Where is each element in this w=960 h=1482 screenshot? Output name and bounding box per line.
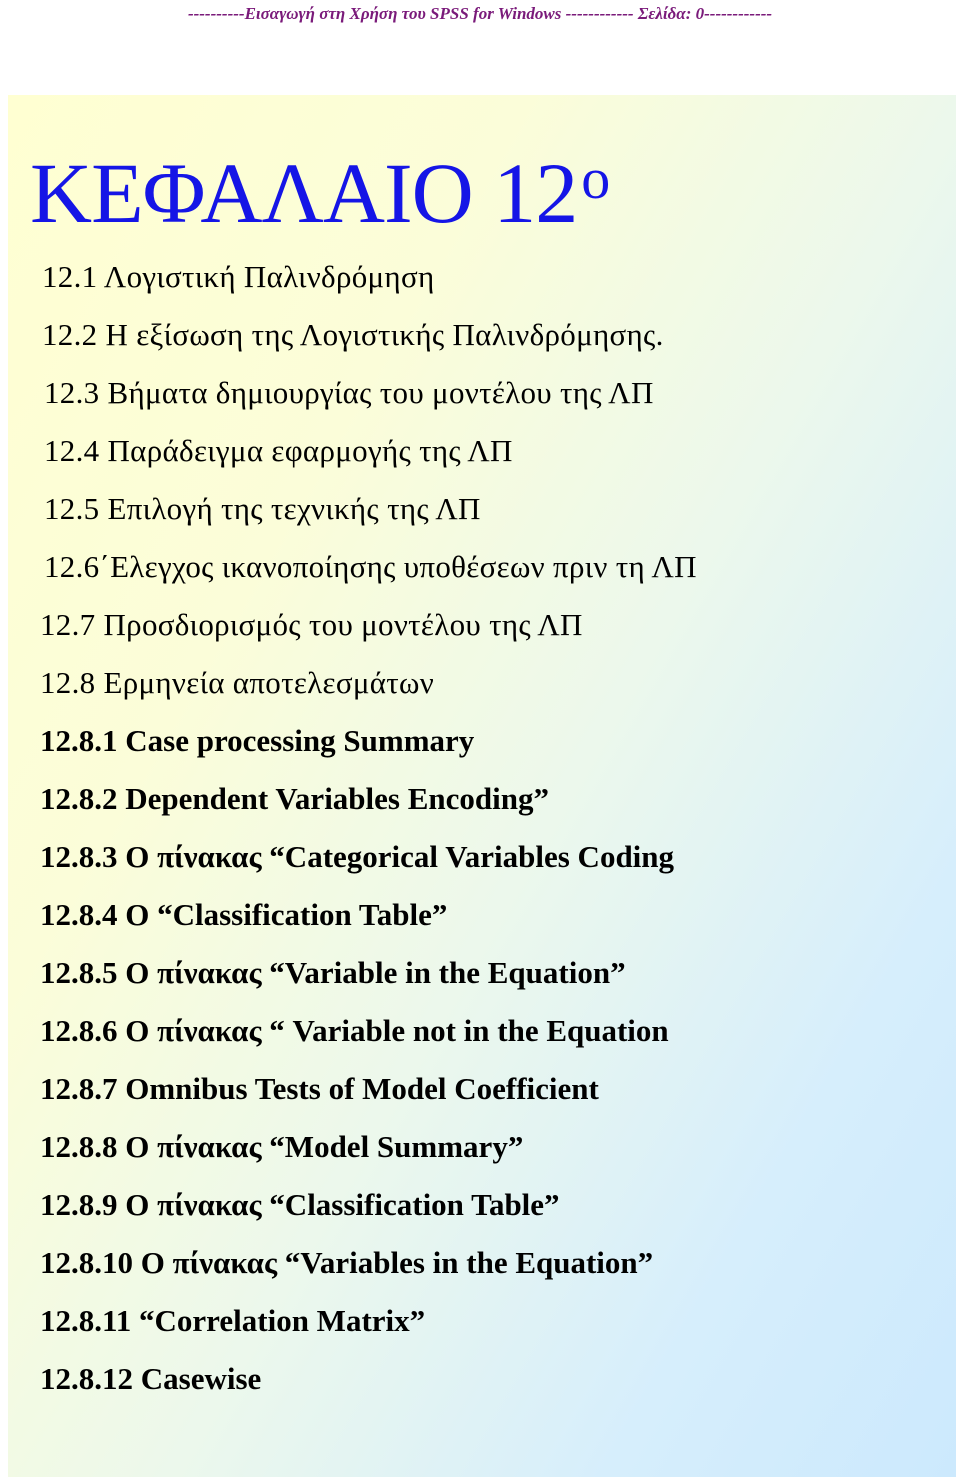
toc-item: 12.6΄Ελεγχος ικανοποίησης υποθέσεων πριν τη ΛΠ xyxy=(44,549,697,584)
chapter-title-text: ΚΕΦΑΛΑΙΟ 12 xyxy=(30,145,578,241)
chapter-title-superscript: ο xyxy=(581,146,610,211)
toc-item: 12.8.3 Ο πίνακας “Categorical Variables Coding xyxy=(40,839,675,874)
toc-item: 12.8.7 Omnibus Tests of Model Coefficient xyxy=(40,1071,599,1106)
header-page-label: Σελίδα: xyxy=(637,4,692,23)
toc-item: 12.7 Προσδιορισμός του μοντέλου της ΛΠ xyxy=(40,607,583,642)
toc-item: 12.8 Ερμηνεία αποτελεσμάτων xyxy=(40,665,435,700)
toc-item: 12.2 Η εξίσωση της Λογιστικής Παλινδρόμησης. xyxy=(42,317,664,352)
header-title: Εισαγωγή στη Χρήση του SPSS for Windows xyxy=(244,4,562,23)
toc-item: 12.5 Επιλογή της τεχνικής της ΛΠ xyxy=(44,491,481,526)
toc-item: 12.3 Βήματα δημιουργίας του μοντέλου της ΛΠ xyxy=(44,375,654,410)
header-middle-dashes: ------------ xyxy=(561,4,638,23)
toc-item: 12.8.1 Case processing Summary xyxy=(40,723,475,758)
header-left-dashes: ---------- xyxy=(187,4,245,23)
toc-item: 12.8.10 Ο πίνακας “Variables in the Equation” xyxy=(40,1245,654,1280)
toc-item: 12.8.5 Ο πίνακας “Variable in the Equation” xyxy=(40,955,626,990)
running-header xyxy=(0,4,960,24)
toc-item: 12.8.4 Ο “Classification Table” xyxy=(40,897,448,932)
header-page-number: 0 xyxy=(695,4,705,23)
toc-item: 12.1 Λογιστική Παλινδρόμηση xyxy=(42,259,435,294)
toc-item: 12.8.11 “Correlation Matrix” xyxy=(40,1303,426,1338)
toc-item: 12.8.9 Ο πίνακας “Classification Table” xyxy=(40,1187,560,1222)
toc-item: 12.8.6 Ο πίνακας “ Variable not in the Equation xyxy=(40,1013,669,1048)
toc-item: 12.8.12 Casewise xyxy=(40,1361,262,1396)
toc-item: 12.8.8 Ο πίνακας “Model Summary” xyxy=(40,1129,524,1164)
toc-item: 12.4 Παράδειγμα εφαρμογής της ΛΠ xyxy=(44,433,513,468)
toc-item: 12.8.2 Dependent Variables Encoding” xyxy=(40,781,550,816)
chapter-title xyxy=(30,145,609,241)
table-of-contents xyxy=(40,248,920,1408)
header-right-dashes: ------------ xyxy=(704,4,773,23)
